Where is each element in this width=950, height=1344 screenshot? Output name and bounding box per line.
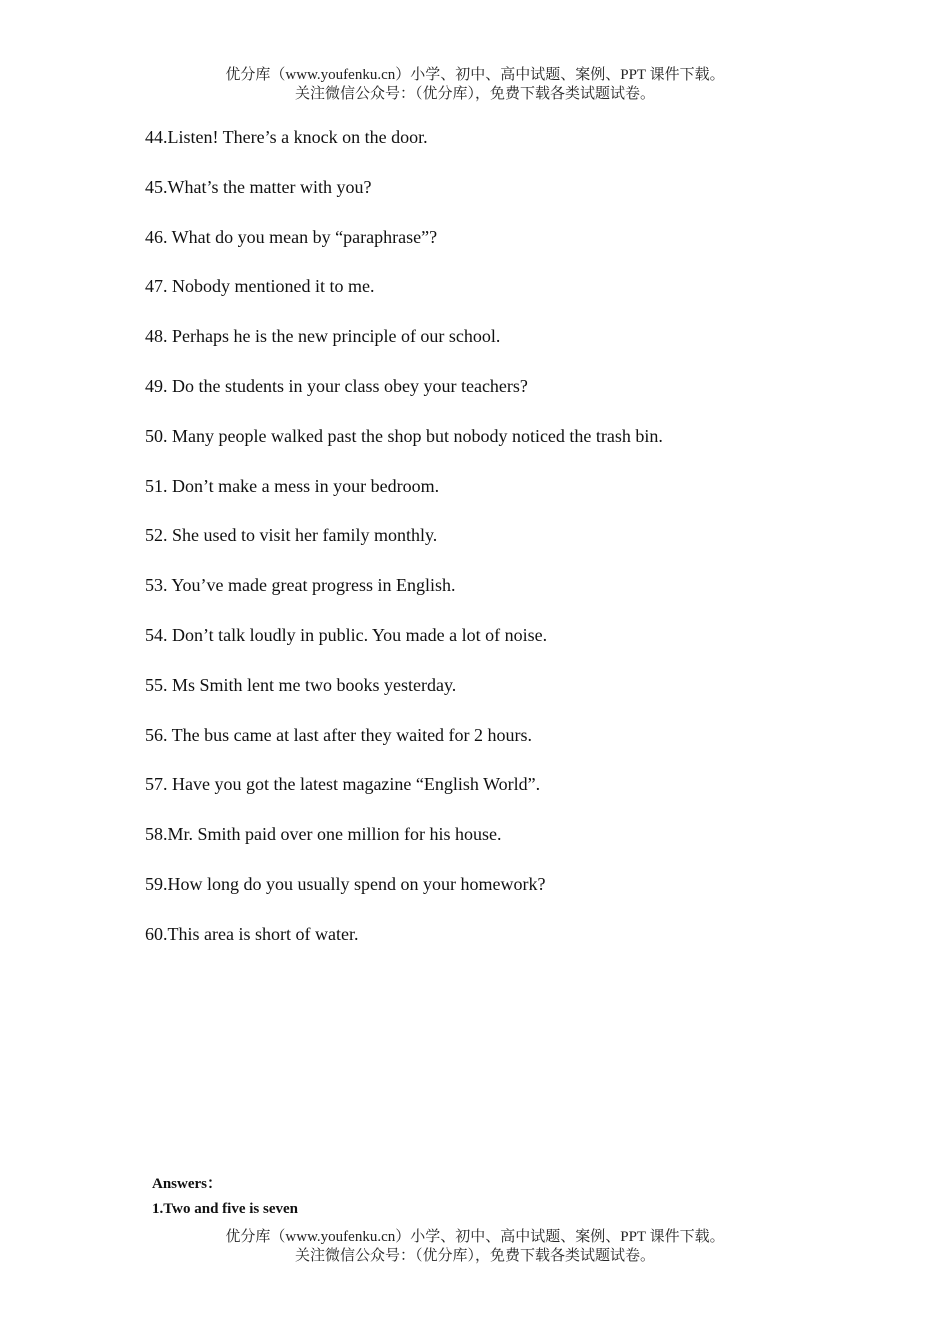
question-58: 58.Mr. Smith paid over one million for his house. [145,824,502,845]
footer-line-2: 关注微信公众号：（优分库），免费下载各类试题试卷。 [294,1248,655,1264]
question-55: 55. Ms Smith lent me two books yesterday. [145,674,457,695]
question-57: 57. Have you got the latest magazine “English World”. [145,774,541,795]
answers-section [152,1172,298,1222]
answer-1: 1.Two and five is seven [152,1201,298,1217]
question-46: 46. What do you mean by “paraphrase”? [145,226,438,247]
question-53: 53. You’ve made great progress in English. [145,575,456,596]
header-line-2: 关注微信公众号：（优分库），免费下载各类试题试卷。 [294,86,655,102]
question-list [145,126,845,973]
question-59: 59.How long do you usually spend on your homework? [145,873,546,894]
question-49: 49. Do the students in your class obey your teachers? [145,375,528,396]
page-header [0,66,950,104]
page-footer [0,1228,950,1266]
footer-line-1: 优分库（www.youfenku.cn）小学、初中、高中试题、案例、PPT 课件下载。 [225,1229,725,1245]
question-52: 52. She used to visit her family monthly. [145,525,438,546]
question-45: 45.What’s the matter with you? [145,176,372,197]
header-line-1: 优分库（www.youfenku.cn）小学、初中、高中试题、案例、PPT 课件下载。 [225,67,725,83]
question-47: 47. Nobody mentioned it to me. [145,276,375,297]
question-60: 60.This area is short of water. [145,923,359,944]
answers-heading: Answers： [152,1176,222,1192]
question-48: 48. Perhaps he is the new principle of our school. [145,326,501,347]
question-54: 54. Don’t talk loudly in public. You made a lot of noise. [145,624,548,645]
question-51: 51. Don’t make a mess in your bedroom. [145,475,440,496]
question-44: 44.Listen! There’s a knock on the door. [145,127,428,147]
question-50: 50. Many people walked past the shop but nobody noticed the trash bin. [145,425,663,446]
question-56: 56. The bus came at last after they waited for 2 hours. [145,724,533,745]
